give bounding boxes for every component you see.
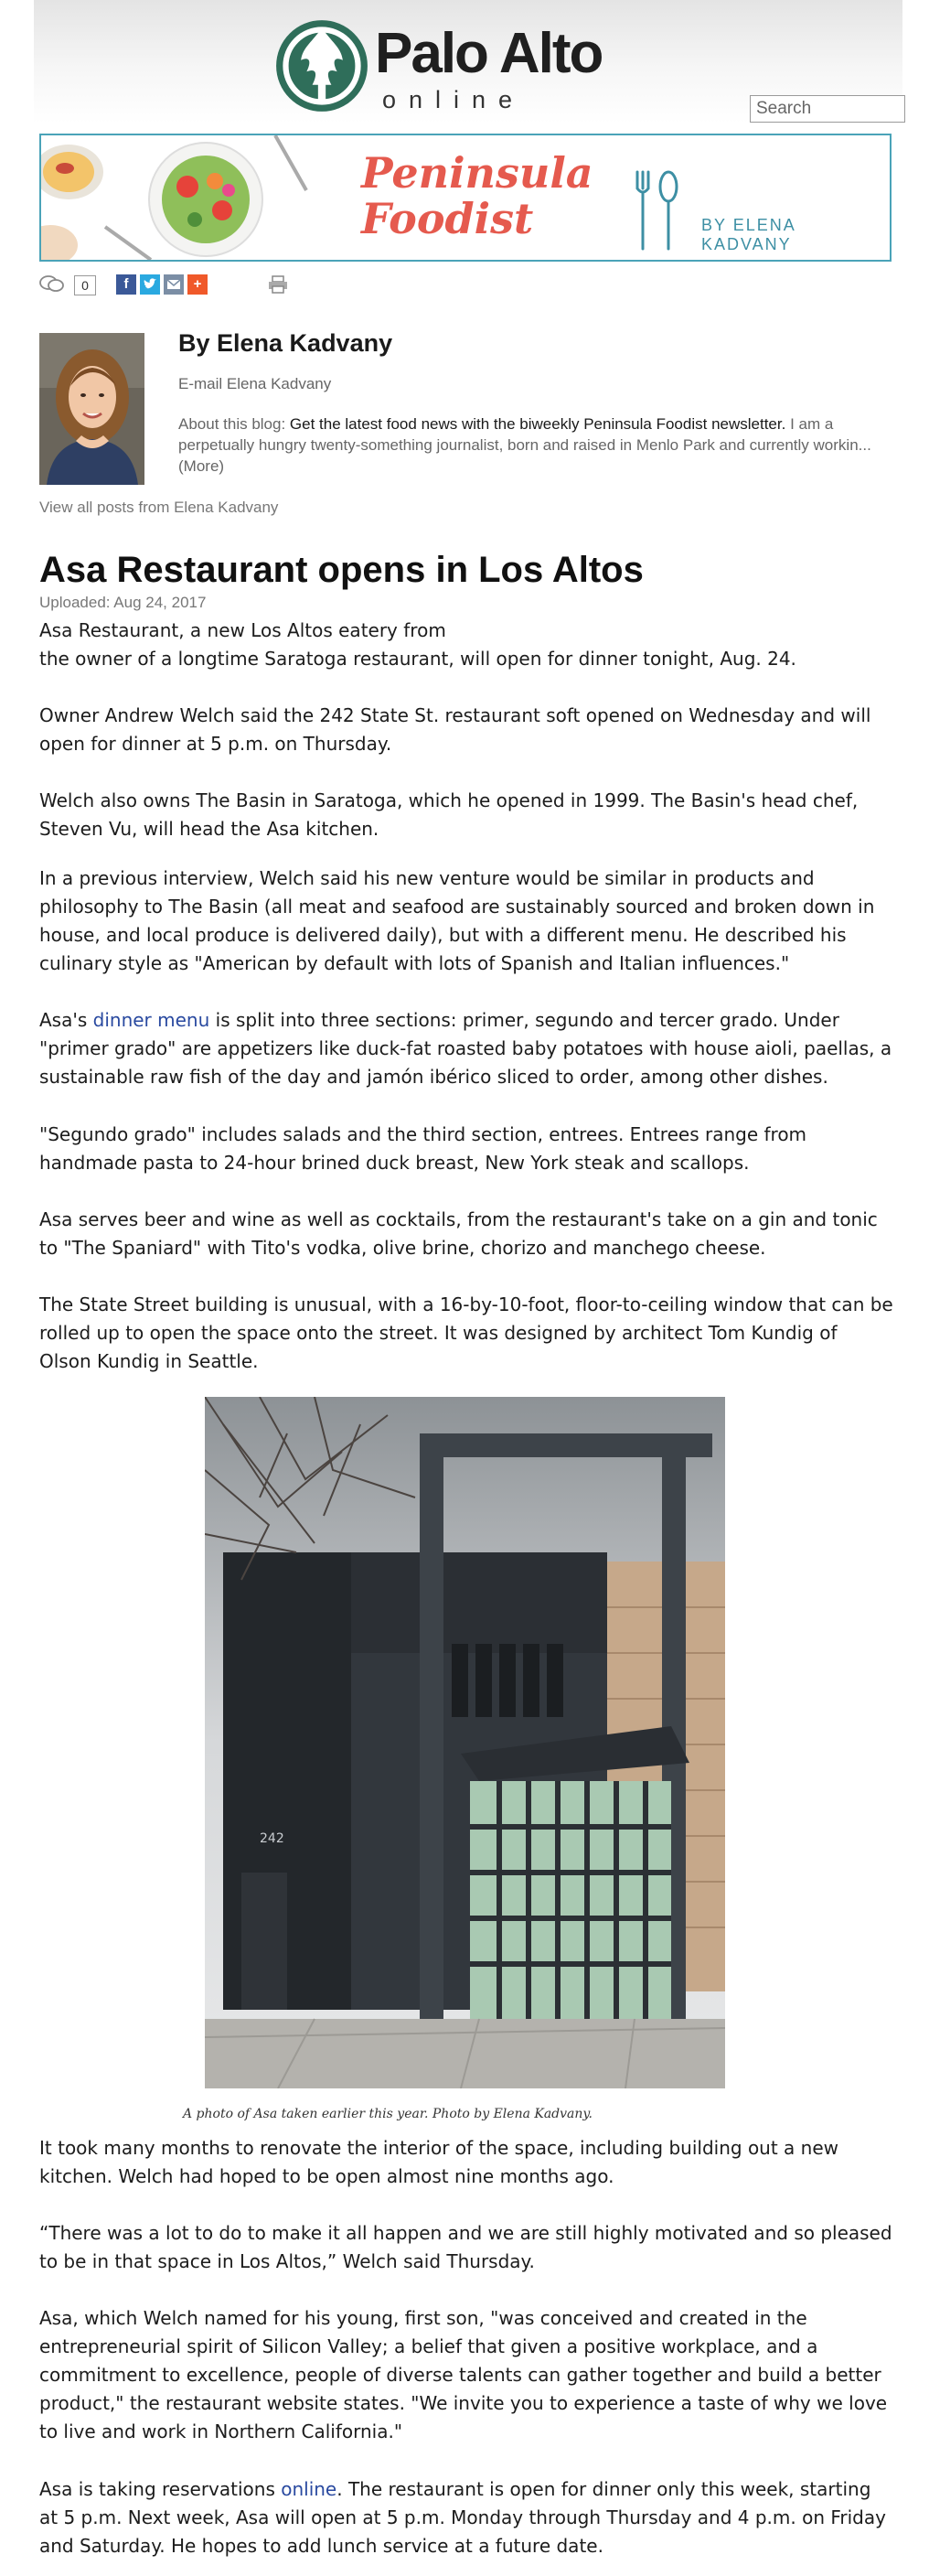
view-all-posts-link[interactable]: View all posts from Elena Kadvany — [39, 499, 279, 516]
upload-date: Uploaded: Aug 24, 2017 — [39, 594, 207, 611]
logo-title: Palo Alto — [375, 22, 603, 85]
article-paragraph-11: Asa, which Welch named for his young, first son, "was conceived and created in the entrepreneurial spirit of Silicon Valley; a belief that given a positive workplace, and a commitment to excellence, people of diverse talents can gather together and build a better product," the restaurant website states. "We invite you to experience a taste of why we love to live and work in Northern California." — [39, 2307, 888, 2442]
p12-after: . The restaurant is open for dinner only this week, starting at 5 p.m. Next week, Asa will open at 5 p.m. Monday through Thursday and 4 p.m. on Friday and Saturday. He hopes to add lunch service at a future date. — [39, 2478, 886, 2557]
comment-count[interactable]: 0 — [74, 275, 96, 295]
address-number: 242 — [260, 1831, 284, 1846]
fork-spoon-icon — [632, 168, 683, 252]
about-highlight: Get the latest food news with the biweekly Peninsula Foodist newsletter. — [289, 415, 786, 433]
about-text: I am a perpetually hungry twenty-something journalist, born and raised in Menlo Park and currently workin... — [178, 415, 871, 454]
article-paragraph-1 — [39, 617, 894, 673]
article-paragraph-5 — [39, 1006, 894, 1091]
email-author-link[interactable]: E-mail Elena Kadvany — [178, 375, 332, 392]
share-toolbar — [39, 274, 314, 296]
photo-caption: A photo of Asa taken earlier this year. Photo by Elena Kadvany. — [183, 2107, 593, 2121]
article-paragraph-9: It took many months to renovate the interior of the space, including building out a new kitchen. Welch had hoped to be open almost nine months ago. — [39, 2137, 839, 2187]
article-paragraph-6: "Segundo grado" includes salads and the third section, entrees. Entrees range from handmade pasta to 24-hour brined duck breast, New York steak and scallops. — [39, 1123, 807, 1174]
article-paragraph-12 — [39, 2475, 894, 2560]
article-paragraph-3: Welch also owns The Basin in Saratoga, which he opened in 1999. The Basin's head chef, Steven Vu, will head the Asa kitchen. — [39, 789, 859, 840]
banner-title — [361, 150, 593, 242]
site-logo[interactable] — [274, 18, 603, 121]
article-paragraph-8: The State Street building is unusual, with a 16-by-10-foot, floor-to-ceiling window that can be rolled up to open the space onto the street. It was designed by architect Tom Kundig of Olson Kundig in Seattle. — [39, 1293, 893, 1372]
banner-title-line2: Foodist — [361, 194, 534, 243]
about-prefix: About this blog: — [178, 415, 290, 433]
plus-share-icon[interactable]: + — [187, 274, 208, 295]
dinner-menu-link[interactable]: dinner menu — [92, 1009, 210, 1031]
article-paragraph-10: “There was a lot to do to make it all happen and we are still highly motivated and so pleased to be in that space in Los Altos,” Welch said Thursday. — [39, 2222, 892, 2272]
email-icon[interactable] — [164, 274, 184, 295]
peninsula-foodist-banner[interactable] — [39, 134, 892, 262]
logo-subtitle: online — [382, 86, 526, 113]
article-headline: Asa Restaurant opens in Los Altos — [39, 550, 644, 590]
banner-title-line1: Peninsula — [361, 148, 593, 198]
reservations-online-link[interactable]: online — [281, 2478, 337, 2500]
twitter-icon[interactable] — [140, 274, 160, 295]
article-paragraph-7: Asa serves beer and wine as well as cocktails, from the restaurant's take on a gin and tonic to "The Spaniard" with Tito's vodka, olive brine, chorizo and manchego cheese. — [39, 1208, 878, 1259]
tree-logo-icon — [274, 18, 369, 113]
p1-line2: the owner of a longtime Saratoga restaurant, will open for dinner tonight, Aug. 24. — [39, 648, 796, 670]
asa-building-image — [205, 1397, 725, 2088]
author-name: By Elena Kadvany — [178, 329, 393, 357]
restaurant-photo[interactable] — [205, 1397, 725, 2088]
p12-before: Asa is taking reservations — [39, 2478, 282, 2500]
food-plate-illustration — [41, 135, 315, 260]
author-photo[interactable] — [39, 333, 144, 485]
p5-after: is split into three sections: primer, segundo and tercer grado. Under "primer grado" are appetizers like duck-fat roasted baby potatoes with house aioli, paellas, a sustainable raw fish of the day and jamón ibérico sliced to order, among other dishes. — [39, 1009, 892, 1088]
banner-byline: BY ELENA KADVANY — [701, 216, 796, 253]
more-link[interactable]: (More) — [178, 457, 225, 475]
p5-before: Asa's — [39, 1009, 93, 1031]
author-portrait-image — [39, 333, 144, 485]
search-input[interactable] — [750, 95, 905, 123]
about-blog — [178, 413, 892, 477]
article-paragraph-2: Owner Andrew Welch said the 242 State St. restaurant soft opened on Wednesday and will open for dinner at 5 p.m. on Thursday. — [39, 704, 871, 755]
comment-icon[interactable] — [39, 274, 65, 295]
facebook-icon[interactable]: f — [116, 274, 136, 295]
print-icon[interactable] — [266, 274, 290, 295]
article-paragraph-4: In a previous interview, Welch said his new venture would be similar in products and philosophy to The Basin (all meat and seafood are sustainably sourced and broken down in house, and local produce is delivered daily), but with a different menu. He described his culinary style as "American by default with lots of Spanish and Italian influences." — [39, 867, 875, 974]
p1-line1: Asa Restaurant, a new Los Altos eatery from — [39, 619, 446, 641]
